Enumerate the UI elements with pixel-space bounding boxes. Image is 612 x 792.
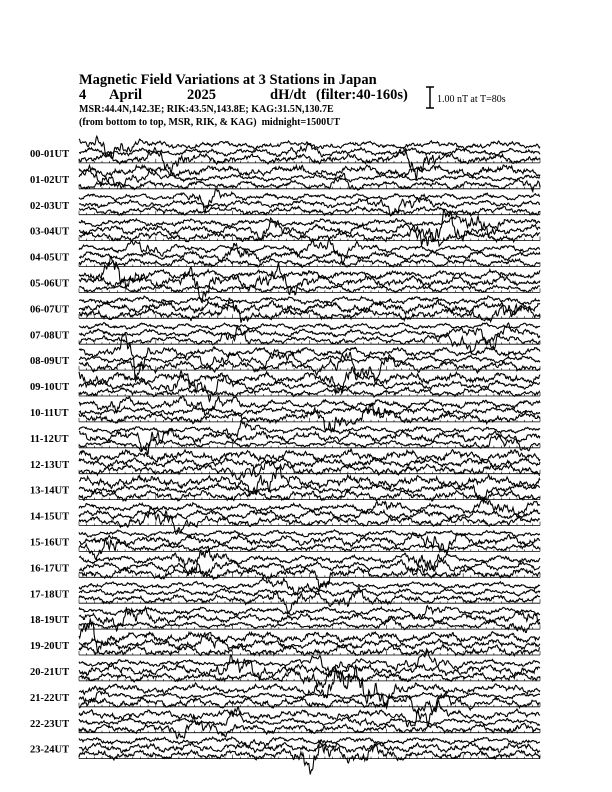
row-07-08ut [30, 323, 540, 353]
row-label: 16-17UT [30, 563, 70, 575]
trace-rik [79, 633, 540, 649]
row-label: 10-11UT [30, 408, 69, 419]
row-label: 20-21UT [30, 667, 70, 678]
row-15-16ut [30, 530, 540, 560]
trace-rik [79, 407, 540, 416]
row-23-24ut [30, 737, 540, 774]
row-14-15ut [30, 498, 540, 534]
trace-rik [79, 655, 540, 679]
row-ticks [79, 573, 540, 577]
year: 2025 [187, 87, 216, 103]
quantity: dH/dt [270, 87, 307, 103]
trace-msr [79, 239, 540, 263]
row-label: 17-18UT [30, 589, 70, 601]
row-label: 01-02UT [30, 174, 70, 186]
row-label: 12-13UT [30, 459, 70, 471]
row-ticks [79, 418, 540, 422]
trace-msr [79, 498, 540, 517]
row-label: 21-22UT [30, 692, 70, 704]
trace-msr [79, 296, 540, 305]
row-label: 05-06UT [30, 278, 70, 290]
row-18-19ut [30, 606, 540, 633]
row-label: 00-01UT [30, 149, 70, 160]
row-label: 19-20UT [30, 641, 70, 653]
scale-bar [426, 87, 434, 108]
trace-kag [79, 616, 540, 632]
row-label: 09-10UT [30, 382, 70, 394]
trace-rik [79, 429, 540, 455]
row-11-12ut [30, 420, 540, 454]
trace-msr [79, 323, 540, 330]
filter: (filter:40-160s) [316, 87, 408, 103]
row-21-22ut [30, 665, 540, 714]
row-label: 08-09UT [30, 356, 70, 368]
row-09-10ut [30, 367, 540, 401]
station-order-note: (from bottom to top, MSR, RIK, & KAG) midnight=1500UT [79, 117, 341, 128]
day: 4 [79, 87, 87, 103]
row-label: 11-12UT [30, 433, 69, 445]
trace-rik [79, 742, 540, 753]
row-label: 02-03UT [30, 200, 70, 212]
chart-title: Magnetic Field Variations at 3 Stations in Japan [79, 72, 377, 88]
station-coordinates: MSR:44.4N,142.3E; RIK:43.5N,143.8E; KAG:31.5N,130.7E [79, 104, 334, 115]
trace-rik [79, 457, 540, 468]
trace-msr [79, 737, 540, 747]
row-label: 15-16UT [30, 537, 70, 549]
trace-msr [79, 665, 540, 708]
row-label: 03-04UT [30, 226, 70, 238]
scale-label: 1.00 nT at T=80s [437, 94, 506, 105]
row-label: 18-19UT [30, 615, 70, 627]
row-label: 07-08UT [30, 330, 70, 342]
row-label: 06-07UT [30, 304, 70, 316]
row-02-03ut [30, 188, 540, 216]
row-12-13ut [30, 449, 540, 480]
trace-msr [79, 530, 540, 537]
month: April [109, 87, 143, 103]
row-06-07ut [30, 296, 540, 323]
row-10-11ut [30, 396, 540, 432]
trace-rik [79, 263, 540, 303]
row-label: 04-05UT [30, 252, 70, 264]
row-label: 22-23UT [30, 718, 70, 730]
row-01-02ut [30, 165, 540, 192]
row-04-05ut [30, 239, 540, 267]
row-label: 13-14UT [30, 485, 70, 497]
row-17-18ut [30, 578, 540, 613]
row-label: 14-15UT [30, 511, 70, 523]
row-label: 23-24UT [30, 744, 70, 756]
trace-msr [79, 165, 540, 178]
